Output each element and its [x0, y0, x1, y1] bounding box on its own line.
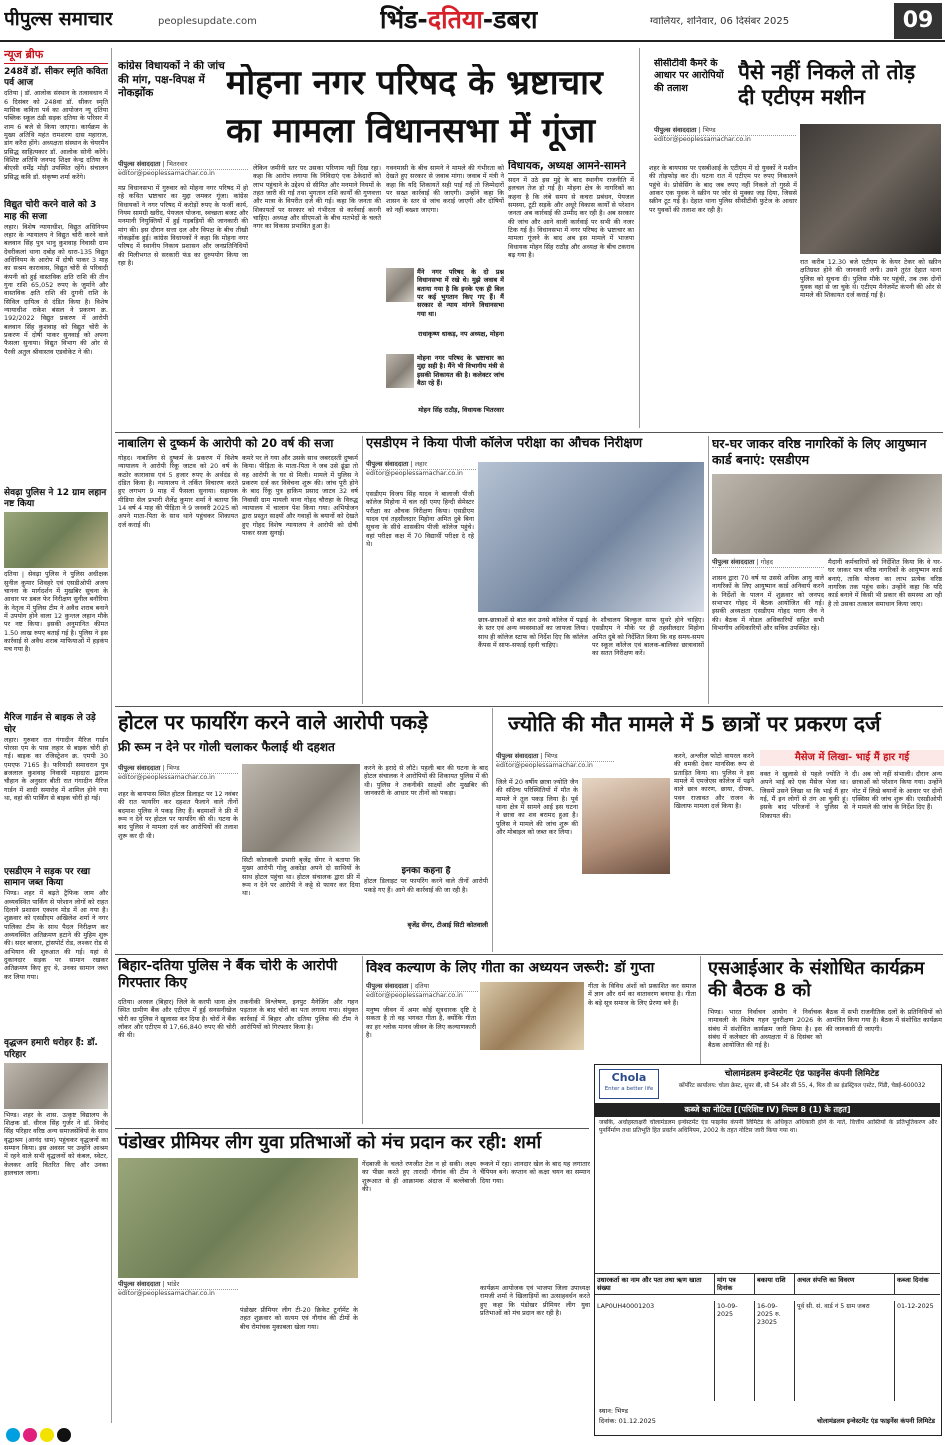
print-registration-marks: [6, 1428, 106, 1444]
section-rule: [115, 706, 943, 707]
lead-byline: पीपुल्स संवाददाता | भितरवार: [118, 160, 248, 170]
chola-date: दिनांक: 01.12.2025: [599, 1417, 656, 1425]
chola-cell: 10-09-2025: [715, 1301, 755, 1401]
atm-byline-bureau: पीपुल्स संवाददाता: [654, 126, 697, 134]
chola-col-header: बकाया राशि: [755, 1274, 795, 1294]
ayushman-byline: पीपुल्स संवाददाता | गोहद: [712, 558, 824, 568]
brief-body: भिण्ड। शहर के शास. उत्कृष्ट विद्यालय के शिक्षक डॉ. धीरज सिंह गुर्जर ने डॉ. विनोद सिंह परिहार वरिष्ठ अन्य समाजसेवियों के साथ वृद्धाश्रम (आनंद धाम) पहुंचकर वृद्धजनों का सम्मान किया। इस अवसर पर उन्होंने आश्रम में रहने वाले सभी वृद्धजनों को कंबल, स्वेटर, केलकर आदि वितरित किए और उनका हालचाल जाना।: [4, 1110, 108, 1178]
chola-office: कॉर्पोरेट कार्यालय: चोला क्रेस्ट, सुपर बी, सी 54 और सी 55, 4, थिरु वी का इंडस्ट्रियल एस्टेट, गिंडी, चेन्नई-600032: [678, 1083, 926, 1089]
sdm-byline-place: लहार: [414, 460, 427, 468]
lead-kicker: कांग्रेस विधायकों ने की जांच की मांग, पक्ष-विपक्ष में नोकझोंक: [118, 60, 225, 100]
gita-event-photo: [480, 982, 584, 1050]
magenta-mark: [23, 1428, 37, 1442]
jyoti-col2: करने, अश्लील फोटो वायरल करने की धमकी देकर मानसिक रूप से प्रताड़ित किया था। पुलिस ने इस मामले में एमजेएस कॉलेज में पढ़ने वाले छात्र कारण, छाया, दीपक, पवन राजावत और राजन के खिलाफ मामला दर्ज किया है।: [674, 752, 754, 810]
sdm-col1: एसडीएम विजय सिंह यादव ने बालाजी पीजी कॉलेज मिहोना में चल रही एमए हिन्दी सेमेस्टर परीक्षा का औचक निरीक्षण किया। एसडीएम यादव एवं तहसीलदार मिहोना अमित दुबे बिना सूचना के सीधे शासकीय पीजी कॉलेज पहुंचे। वहां परीक्षा कक्ष में 70 विद्यार्थी परीक्षा दे रहे थे।: [366, 490, 474, 548]
news-brief-column: [4, 48, 108, 1428]
chola-cell: 16-09-2025 रु. 23025: [755, 1301, 795, 1401]
hotel-email[interactable]: editor@peoplessamachar.co.in: [118, 774, 215, 782]
hotel-col1: शहर के बायपास स्थित होटल डिलाइट पर 12 नवंबर की रात फायरिंग कर दहशत फैलाने वाले तीनों बदमाश पुलिस ने पकड़ लिए हैं। बदमाशों ने फ्री में रूम न देने पर होटल पर फायरिंग की थी। घटना के बाद पुलिस ने मामला दर्ज कर आरोपियों की तलाश शुरू कर दी थी।: [118, 790, 238, 840]
lead-col2: लेकिन जमीनी स्तर पर उसका परिणाम नहीं दिख रहा। कहा कि आरोप लगाया कि निविदाएं एक ठेकेदारों को लाभ पहुंचाने के उद्देश्य से सीमित और मनमाने नियमों के तहत जारी की गईं तथा भुगतान राशि कार्यों की गुणवत्ता और मात्रा के विपरीत दर्ज की गई। कहा कि जनता की शिकायतों पर सरकार को गंभीरता से कार्रवाई करनी चाहिए। अध्यक्ष और सीएमओ के बीच मतभेदों के चलते नगर का विकास प्रभावित हुआ है।: [253, 164, 381, 231]
gita-byline: पीपुल्स संवाददाता | दतिया: [366, 982, 478, 992]
lahan-photo: [4, 512, 108, 568]
rape-col2: कमरे पर ले गया और उसके साथ जबरदस्ती दुष्कर्म किया। पीड़िता के माता-पिता ने जब उसे ढूंढा तो वह आरोपी के घर से मिली। मामले में पुलिस ने प्रकरण दर्ज कर विवेचना शुरू की। जांच पूरी होने के बाद रिंकू पुत्र हाकिम प्रसाद जाटव 32 वर्ष निवासी ग्राम मायली थाना गोहद चौराहा के विरुद्ध न्यायालय में चालान पेश किया गया। अभियोजन द्वारा प्रस्तुत साक्ष्यों और गवाहों के बयानों को देखते हुए गोहद विशेष न्यायालय ने आरोपी को दोषी पाकर सजा सुनाई।: [242, 454, 358, 537]
ayushman-meeting-photo: [712, 474, 942, 554]
lead-quote1: मैंने नगर परिषद के दो प्रश्न विधानसभा में रखे थे। मुझे जवाब में बताया गया है कि इनके एक ही बिल पर कई भुगतान किए गए हैं। मैं सरकार से न्याय मांगने विधानसभा गया था।: [417, 268, 504, 318]
hotel-subhead: फ्री रूम न देने पर गोली चलाकर फैलाई थी दहशत: [118, 740, 335, 754]
brief-title: विद्युत चोरी करने वाले को 3 माह की सजा: [4, 200, 97, 222]
premier-cricket-photo: [118, 1158, 358, 1278]
sir-headline: एसआईआर के संशोधित कार्यक्रम की बैठक 8 को: [708, 958, 925, 1001]
jyoti-email[interactable]: editor@peoplessamachar.co.in: [496, 762, 593, 770]
ayushman-col2: मैदानी कर्मचारियों को निर्देशित किया कि वे घर-घर जाकर पात्र वरिष्ठ नागरिकों के आयुष्मान कार्ड बनाएं, ताकि योजना का लाभ प्रत्येक वरिष्ठ नागरिक तक पहुंच सके। उन्होंने कहा कि यदि कार्ड बनाने में किसी भी प्रकार की समस्या आ रही है तो उसका तत्काल समाधान किया जाए।: [828, 558, 942, 608]
cyan-mark: [6, 1428, 20, 1442]
page-number: 09: [894, 3, 942, 39]
hotel-byline-block: [118, 764, 238, 782]
lead-headline-line1: मोहना नगर परिषद के भ्रष्टाचार: [226, 64, 603, 103]
gita-email[interactable]: editor@peoplessamachar.co.in: [366, 992, 463, 1000]
premier-byline-bureau: पीपुल्स संवाददाता: [118, 1280, 161, 1288]
section-rule: [115, 432, 943, 433]
sir-col2: बैठक में सभी राजनीतिक दलों के प्रतिनिधियों को आमंत्रित किया गया है। बैठक में संशोधित कार्यक्रम की जानकारी दी जाएगी।: [826, 1008, 942, 1033]
ayushman-headline: घर-घर जाकर वरिष्ठ नागरिकों के लिए आयुष्मान कार्ड बनाएं: एसडीएम: [712, 436, 927, 467]
premier-email[interactable]: editor@peoplessamachar.co.in: [118, 1290, 215, 1298]
lead-quote1-by: राधाकृष्ण धाकड़, नप अध्यक्ष, मोहना: [418, 330, 504, 338]
atm-email[interactable]: editor@peoplessamachar.co.in: [654, 136, 751, 144]
black-mark: [57, 1428, 71, 1442]
jyoti-col1: जिले में 20 वर्षीय छात्रा ज्योति जैन की संदिग्ध परिस्थितियों में मौत के मामले ने तूल पकड़ लिया है। पूर्व थाना क्षेत्र में सामने आई इस घटना ने छात्रा का शव बरामद हुआ है। पुलिस ने मामले की जांच शुरू की और मोबाइल को जब्त कर लिया।: [496, 778, 578, 836]
premier-headline: पंडोखर प्रीमियर लीग युवा प्रतिभाओं को मंच प्रदान कर रही: शर्मा: [118, 1132, 542, 1153]
lead-side-body: सदन में उठे इस मुद्दे के बाद स्थानीय राजनीति में हलचल तेज हो गई है। मोहना क्षेत्र के नागरिकों का कहना है कि लंबे समय से कचरा प्रबंधन, पेयजल समस्या, टूटी सड़कें और अधूरे विकास कार्यों से परेशान जनता अब कार्रवाई की उम्मीद कर रही है। अब सरकार की जांच और आने वाली कार्रवाई पर सभी की नजर टिक गई है। विधानसभा में नगर परिषद के भ्रष्टाचार का मामला गूंजने के बाद अब इस मामले में भाजपा विधायक मोहन सिंह राठौड़ और अध्यक्ष के बीच टकराव बढ़ गया है।: [508, 176, 634, 260]
brief-title: वृद्धजन हमारी धरोहर हैं: डॉ. परिहार: [4, 1038, 98, 1060]
brief-title: 248वें डॉ. सीकर स्मृति कविता पर्व आज: [4, 66, 108, 88]
lead-byline-block: [118, 160, 248, 178]
hotel-quote-head: इनका कहना है: [401, 866, 451, 876]
gita-byline-block: [366, 982, 478, 1000]
chola-col-header: उधारकर्ता का नाम और पता तथा ऋण खाता संख्या: [595, 1274, 715, 1294]
chola-logo: [599, 1069, 659, 1099]
brief-body: लहार। गुरुवार रात गंगादीन मैरिज गार्डन पोरसा एम के पास लहार से बाइक चोरी हो गई। बाइक का रजिस्ट्रेशन क्र. एमपी 30 एमएफ 7165 है। फरियादी समाधरान पुत्र ब्रजलाल कुशवाह निवासी महादारा द्वाराम चौहान के अनुसार बीती रात गंगादीन मैरिज गार्डन में शादी समारोह में शामिल होने गया था, वहां की पार्किंग से बाइक चोरी हो गई।: [4, 735, 108, 803]
sdm-byline: पीपुल्स संवाददाता | लहार: [366, 460, 476, 470]
lead-byline-bureau: पीपुल्स संवाददाता: [118, 160, 161, 168]
sdm-email[interactable]: editor@peoplessamachar.co.in: [366, 470, 463, 478]
hotel-quote-by: बृजेंद्र सेंगर, टीआई सिटी कोतवाली: [407, 921, 488, 930]
quote2-portrait: [386, 354, 414, 388]
hotel-byline-place: भिण्ड: [166, 764, 180, 772]
quote1-portrait: [386, 268, 414, 302]
dateline: ग्वालियर, शनिवार, 06 दिसंबर 2025: [650, 16, 790, 27]
lead-quote2: मोहना नगर परिषद के भ्रष्टाचार का मुद्दा सही है। मैंने भी विभागीय मंत्री से इसकी शिकायत की है। कलेक्टर जांच बैठा रहे हैं।: [417, 354, 504, 387]
brief-title: मैरिज गार्डन से बाइक ले उड़े चोर: [4, 713, 96, 735]
column-rule: [362, 436, 363, 704]
section-title-part3: -डबरा: [482, 5, 538, 34]
gita-byline-bureau: पीपुल्स संवाददाता: [366, 982, 409, 990]
hotel-pistol-photo: [242, 764, 360, 852]
ayushman-byline-place: गोहद: [760, 558, 773, 566]
chola-col-header: मांग पत्र दिनांक: [715, 1274, 755, 1294]
premier-byline-block: [118, 1280, 238, 1298]
chola-col-header: अचल संपत्ति का विवरण: [795, 1274, 895, 1294]
jyoti-byline-bureau: पीपुल्स संवाददाता: [496, 752, 539, 760]
atm-byline-block: [654, 126, 796, 144]
column-rule: [492, 708, 493, 952]
gita-byline-place: दतिया: [414, 982, 430, 990]
lead-headline-line2: का मामला विधानसभा में गूंजा: [226, 112, 596, 151]
yellow-mark: [40, 1428, 54, 1442]
lead-byline-place: भितरवार: [166, 160, 188, 168]
jyoti-col4: दी। अब जो नहीं संभाली। दौरान अन्य छात्राओं को परेशान किया गया। उन्होंने नोट में लिखे बयानों के आधार पर दोनों एक्सिस की जांच शुरू की। एसडीओपी ने मामले की जांच के निर्देश दिए हैं।: [852, 770, 942, 812]
lead-col3: गवनमासी के बीच सामने ने मामले की गंभीरता को देखते हुए सरकार से जवाब मांगा। जवाब में मंत्री ने कहा कि यदि शिकायतें सही पाई गईं तो जिम्मेदारों पर सख्त कार्रवाई की जाएगी। उन्होंने कहा कि शासन के स्तर से जांच कराई जाएगी और दोषियों को नहीं बख्शा जाएगा।: [386, 164, 504, 214]
brief-title: सेवढ़ा पुलिस ने 12 ग्राम लहान नष्ट किया: [4, 487, 107, 509]
chola-notice-title: कब्जे का नोटिस [(परिशिष्ट IV) नियम 8 (1) के तहत]: [595, 1103, 940, 1117]
masthead: [0, 0, 945, 42]
brand-logo[interactable]: पीपुल्स समाचार: [4, 8, 113, 30]
hotel-quote: होटल डिलाइट पर फायरिंग करने वाले तीनों आरोपी पकड़े गए हैं। आगे की कार्रवाई की जा रही है।: [364, 877, 488, 894]
chola-cell: 01-12-2025: [897, 1303, 934, 1310]
jyoti-col3: वक्त ने खुलासे से पहले ज्योति ने अपने भाई को एक मैसेज भेजा था। जिसमें उसने लिखा था कि भाई मैं हार गई, मैं इन लोगों से तंग आ चुकी हूं। इसके बाद परिजनों ने पुलिस से शिकायत की।: [760, 770, 848, 820]
bihar-col1: दतिया। अरवल (बिहार) जिले के करपी थाना क्षेत्र स्थित ग्रामीण बैंक और एटीएम में हुई सनसनीखेज चोरी का पुलिस ने खुलासा कर दिया है। चोरों ने बैंक लॉकर और एटीएम से 17,66,840 रुपए की चोरी की थी।: [118, 998, 236, 1040]
hotel-byline-bureau: पीपुल्स संवाददाता: [118, 764, 161, 772]
chola-notice-body: जबकि, अधोहस्ताक्षरी चोलामंडलम इन्वेस्टमेंट एंड फाइनेंस कंपनी लिमिटेड के अधिकृत अधिकारी होने के नाते, वित्तीय आस्तियों के प्रतिभूतिकरण और पुनर्निर्माण तथा प्रतिभूति हित प्रवर्तन अधिनियम, 2002 के तहत नोटिस जारी किया गया था।: [599, 1119, 937, 1134]
premier-col3: रूकने में रहा। शानदार खेल के बाद यह लगातार चैंपियन बने। कप्तान को कक्षा चयन का सम्मान दिया गया।: [480, 1160, 590, 1185]
sdm-col3: के शौचालय बिल्कुल साफ सुथरे होने चाहिए। एसडीएम ने मौके पर ही तहसीलदार मिहोना अमित दुबे को निर्देशित किया कि वह समय-समय पर स्कूल कॉलेज एवं बालक-बालिका छात्रावासों का सतत निरीक्षण करें।: [592, 616, 704, 658]
section-title-part1: भिंड-: [380, 5, 428, 34]
hotel-byline: पीपुल्स संवाददाता | भिण्ड: [118, 764, 238, 774]
atm-cctv-photo: [800, 124, 941, 254]
premier-byline: पीपुल्स संवाददाता | भांडेर: [118, 1280, 238, 1290]
sir-col1: भिण्ड। भारत निर्वाचन आयोग ने निर्वाचक नामावली के विशेष गहन पुनरीक्षण 2026 के संबंध में संशोधित कार्यक्रम जारी किया है। इस संबंध में कलेक्टर की अध्यक्षता में 8 दिसंबर को बैठक आयोजित की गई है।: [708, 1008, 822, 1050]
ayushman-col1: शासन द्वारा 70 वर्ष या उससे अधिक आयु वाले नागरिकों के लिए आयुष्मान कार्ड अनिवार्य करने के निर्देशों के पालन में शुक्रवार को जनपद सभाभार गोहद में बैठक आयोजित की गई। इसकी अध्यक्षता एसडीएम गोहद पराग जैन ने की। बैठक में नोडल अधिकारियों सहित सभी विभागीय अधिकारियों और सचिव उपस्थित रहे।: [712, 574, 824, 632]
sdm-byline-block: [366, 460, 476, 478]
rape-col1: गोहद। नाबालिग से दुष्कर्म के प्रकरण में विशेष न्यायालय ने आरोपी रिंकू जाटव को 20 वर्ष के कठोर कारावास एवं 5 हजार रुपए के अर्थदंड से दंडित किया है। न्यायालय ने तर्कित विचारण करते हुए लगभग 9 माह में फैसला सुनाया। सहायक मीडिया सेल प्रभारी शैलेंद्र कुमार शर्मा ने बताया कि 14 वर्ष 4 माह की पीड़िता ने 9 जनवरी 2025 को अपने माता-पिता के साथ थाने पहुंचकर शिकायत दर्ज कराई थी।: [118, 454, 238, 529]
sdm-byline-bureau: पीपुल्स संवाददाता: [366, 460, 409, 468]
chola-logo-text: Chola: [611, 1071, 647, 1084]
lead-quote2-by: मोहन सिंह राठौड़, विधायक भितरवार: [418, 406, 504, 414]
jyoti-sub-label-box: [760, 750, 944, 766]
chola-col-header: कब्जा दिनांक: [897, 1276, 929, 1284]
atm-headline: पैसे नहीं निकले तो तोड़ दी एटीएम मशीन: [738, 60, 916, 110]
atm-kicker: सीसीटीवी कैमरे के आधार पर आरोपियों की तलाश: [654, 58, 724, 94]
lead-quote2-block: [386, 354, 504, 426]
lead-side-head: विधायक, अध्यक्ष आमने-सामने: [508, 160, 634, 174]
chola-cell: पूर्व सी. सं. वार्ड नं 5 ग्राम जबरा: [795, 1301, 895, 1401]
section-title-part2: दतिया: [427, 5, 483, 34]
news-brief-tag: न्यूज ब्रीफ: [4, 48, 108, 64]
atm-body2: रात करीब 12.30 बजे एटीएम के केयर टेकर को स्क्रीन क्षतिग्रस्त होने की जानकारी लगी। उसने तुरंत देहात थाना पुलिस को सूचना दी। पुलिस मौके पर पहुंची, तब तक दोनों युवक वहां से जा चुके थे। एटीएम मैनेजमेंट कंपनी की ओर से मामले की शिकायत दर्ज कराई गई है।: [800, 258, 941, 300]
brief-body: लहार। विशेष न्यायाधीश, विद्युत अधिनियम लहार के न्यायालय ने विद्युत चोरी करने वाले बलवान सिंह पुत्र भानु कुशवाह निवासी ग्राम देवरीकलां थाना दबोह को धारा-135 विद्युत अधिनियम के आरोप में दोषी पाकर 3 माह का सश्रम कारावास, विद्युत चोरी से परिवादी कंपनी को हुई वास्तविक क्षति राशि की तीन गुना राशि 65,052 रुपए के जुर्माने और वास्तविक क्षति राशि की दुगनी राशि के सिविल दायित्व से दंडित किया है। विशेष न्यायाधीश राकेश बंसल ने प्रकरण क्र. 192/2022 विद्युत प्रकरण में आरोपी बलवान सिंह कुशवाह को विद्युत चोरी के प्रकरण में दोषी पाकर सुनवाई को अपना फैसला सुनाया। विद्युत विभाग की ओर से पैरवी अतुल श्रीवास्तव एडवोकेट ने की।: [4, 222, 108, 356]
bihar-headline: बिहार-दतिया पुलिस ने बैंक चोरी के आरोपी गिरफ्तार किए: [118, 958, 338, 991]
hotel-col3: करने के इरादे से लौटे। पहली बार की घटना के बाद होटल संचालक ने आरोपियों की शिकायत पुलिस में की थी। पुलिस ने तकनीकी साक्ष्यों और मुखबिर की जानकारी के आधार पर तीनों को पकड़ा।: [364, 764, 488, 797]
premier-byline-place: भांडेर: [166, 1280, 180, 1288]
hotel-headline: होटल पर फायरिंग करने वाले आरोपी पकड़े: [118, 710, 428, 734]
section-rule: [115, 954, 943, 955]
section-rule: [115, 1128, 589, 1129]
chola-table-row: [595, 1301, 940, 1401]
jyoti-byline-place: भिण्ड: [544, 752, 558, 760]
atm-byline: पीपुल्स संवाददाता | भिण्ड: [654, 126, 796, 136]
hotel-quote-block: [364, 866, 488, 946]
chola-company: चोलामंडलम इन्वेस्टमेंट एंड फाइनेंस कंपनी लिमिटेड: [724, 1069, 880, 1079]
jyoti-sub-label: मैसेज में लिखा- भाई मैं हार गई: [794, 752, 910, 763]
sdm-exam-photo: [478, 462, 704, 612]
column-rule: [111, 48, 112, 1423]
bihar-col2: तकनीकी विश्लेषण, इनपुट मैनेजिंग और गहन पड़ताल के बाद चोरों का पता लगाया गया। संयुक्त कार्रवाई में बिहार और दतिया पुलिस की टीम ने आरोपियों को गिरफ्तार किया है।: [240, 998, 358, 1031]
atm-body1: शहर के बायपास पर एसबीआई के एटीएम में दो युवकों ने मशीन की तोड़फोड़ कर दी। घटना रात में एटीएम पर रुपए निकालने पहुंचे थे। प्रोसेसिंग के बाद जब रुपए नहीं निकले तो गुस्से में आकर एक युवक ने स्क्रीन पर जोर से मुक्का जड़ दिया, जिससे स्क्रीन टूट गई है। देहात थाना पुलिस सीसीटीवी फुटेज के आधार पर युवकों की तलाश कर रही है।: [649, 164, 797, 214]
jyoti-portrait: [582, 778, 670, 874]
section-title: [380, 4, 538, 35]
sdm-col2: छात्र-छात्राओं से बात कर उनसे कॉलेज में पढ़ाई के स्तर एवं अन्य व्यवस्थाओं का जायजा लिया। साथ ही कॉलेज स्टाफ को निर्देश दिए कि कॉलेज कैंपस में साफ-सफाई रहनी चाहिए।: [478, 616, 588, 649]
chola-cell: LAP0UH40001203: [595, 1301, 715, 1401]
premier-col2: गेंदबाजी के चलते रणजीत टेल न हो सकी। लक्ष्य का पीछा करते हुए तारादी नौगांव की टीम ने शुरूआत से ही आक्रामक अंदाज में बल्लेबाजी की।: [362, 1160, 476, 1193]
premier-col1: पंडोखर प्रीमियर लीग टी-20 क्रिकेट टूर्नामेंट के तहत शुक्रवार को सत्यम एवं नौगांव की टीमों के बीच रोमांचक मुकाबला खेला गया।: [240, 1306, 358, 1331]
jyoti-byline-block: [496, 752, 614, 770]
chola-logo-sub: Enter a better life: [604, 1086, 654, 1092]
ayushman-byline-bureau: पीपुल्स संवाददाता: [712, 558, 755, 566]
jyoti-byline: पीपुल्स संवाददाता | भिण्ड: [496, 752, 614, 762]
vriddhjan-photo: [4, 1063, 108, 1109]
chola-table-header: [595, 1273, 940, 1295]
chola-notice-ad: [594, 1064, 942, 1436]
brief-body: दतिया | सेवढ़ा पुलिस ने पुलिस अधीक्षक सुनील कुमार शिवहरे एवं एसडीओपी अजय चानना के मार्गदर्शन में मुखबिर सूचना के आधार पर डबल फेर निरीक्षण सुनील बनौरिया के नेतृत्व में पुलिस टीम ने अवैध शराब बनाने में उपयोग होने वाला 12 कुन्तल लहान मौके पर नष्ट किया। इसकी अनुमानित कीमत 1.50 लाख रुपए बताई गई है। पुलिस ने इस कार्रवाई से अवैध शराब माफियाओं में हड़कंप मच गया है।: [4, 570, 108, 654]
chola-signed: चोलामंडलम इन्वेस्टमेंट एंड फाइनेंस कंपनी लिमिटेड: [817, 1417, 935, 1425]
jyoti-headline: ज्योति की मौत मामले में 5 छात्रों पर प्रकरण दर्ज: [508, 712, 881, 736]
atm-byline-place: भिण्ड: [702, 126, 716, 134]
site-url[interactable]: peoplesupdate.com: [158, 16, 257, 27]
gita-col1: मनुष्य जीवन में अमर कोई सूत्रधारक दृष्टि दे सकता है तो वह भगवत गीता है, क्योंकि गीता का हर श्लोक मानव जीवन के लिए कल्याणकारी है।: [366, 1006, 476, 1039]
brief-title: एसडीएम ने सड़क पर रखा सामान जब्त किया: [4, 866, 91, 888]
hotel-col2: सिटी कोतवाली प्रभारी बृजेंद्र सेंगर ने बताया कि मुख्य आरोपी गोलू अकोड़ा अपने दो साथियों के साथ होटल पहुंचा था। होटल संचालक द्वारा फ्री में रूम न देने पर आरोपी ने कट्टे से फायर कर दिया था।: [242, 856, 360, 898]
sdm-headline: एसडीएम ने किया पीजी कॉलेज परीक्षा का औचक निरीक्षण: [366, 436, 643, 451]
brief-body: भिण्ड। शहर में बढ़ते ट्रैफिक जाम और अव्यवस्थित पार्किंग से परेशान लोगों को राहत दिलाने प्रशासन एक्शन मोड में आ गया है। शुक्रवार को एसडीएम अखिलेश शर्मा ने नगर पालिका टीम के साथ पैदल निरीक्षण कर अव्यवस्थित अतिक्रमण हटाने की मुहिम शुरू की। सदर बाजार, ट्रांसपोर्ट रोड, लश्कर रोड से अभियान की शुरुआत की गई। यहां से दुकानदार सड़क पर सामान रखकर अतिक्रमण किए हुए थे, उनका सामान जब्त कर लिया गया।: [4, 889, 108, 981]
gita-col2: गीता के विविध अंशों को प्रकाशित कर समाज में ज्ञान और धर्म का वातावरण बनाया है। गीता के बड़े सूत्र समाज के लिए प्रेरणा बने हैं।: [588, 982, 696, 1007]
premier-col4: कार्यक्रम आयोजक एवं भाजपा जिला उपाध्यक्ष रामजी शर्मा ने खिलाड़ियों का उत्साहवर्धन करते हुए कहा कि पंडोखर प्रीमियर लीग युवा प्रतिभाओं को मंच प्रदान कर रही है।: [480, 1284, 590, 1317]
column-rule: [708, 436, 709, 704]
chola-place: स्थान: भिण्ड: [599, 1407, 628, 1415]
rape-headline: नाबालिग से दुष्कर्म के आरोपी को 20 वर्ष की सजा: [118, 436, 334, 450]
lead-side-block: [508, 160, 634, 428]
column-rule: [362, 956, 363, 1124]
lead-quote1-block: [386, 268, 504, 350]
gita-headline: विश्व कल्याण के लिए गीता का अध्ययन जरूरी: डॉ गुप्ता: [366, 960, 655, 976]
brief-body: दतिया | डॉ. आलोक संस्थान के तत्वावधान में 6 दिसंबर को 248वां डॉ. सीकर स्मृति मासिक कविता पर्व का आयोजन न्यू दतिया पब्लिक स्कूल ठंडी सड़क दतिया के परिसर में शाम 6 बजे से किया जाएगा। कार्यक्रम के मुख्य अतिथि महंत रामशरण दास महाराज, डांग करैरा होंगे। अध्यक्षता संस्थान के चेयरमैन प्रसिद्ध साहित्यकार डॉ. आलोक सोनी करेंगे। विशिष्ट अतिथि जनपद शिक्षा केन्द्र दतिया के बीएसी धर्मेंद्र मोड़ी उपस्थित रहेंगे। संचालन प्रसिद्ध कवि डॉ. संकृष्ण शर्मा करेंगे।: [4, 89, 108, 181]
lead-email[interactable]: editor@peoplessamachar.co.in: [118, 170, 215, 178]
lead-col1: मप्र विधानसभा में गुरुवार को मोहना नगर परिषद में हो रहे कथित भ्रष्टाचार का मुद्दा जमकर गूंजा। कांग्रेस विधायकों ने नगर परिषद में करोड़ों रुपए के फर्जी कार्य, नियम सामग्री खरीद, पेयजल योजना, स्वच्छता बजट और मनमानी नियुक्तियों में हुई गड़बड़ियों की जानकारी की मांग की। इस दौरान सत्ता दल और विपक्ष के बीच तीखी नोकझोंक हुई। कांग्रेस विधायकों ने कहा कि मोहना नगर परिषद में स्थानीय निकाय प्रशासन और जनप्रतिनिधियों की मिलीभगत से सरकारी फंड का दुरुपयोग किया जा रहा है।: [118, 184, 248, 267]
column-rule: [639, 48, 640, 428]
